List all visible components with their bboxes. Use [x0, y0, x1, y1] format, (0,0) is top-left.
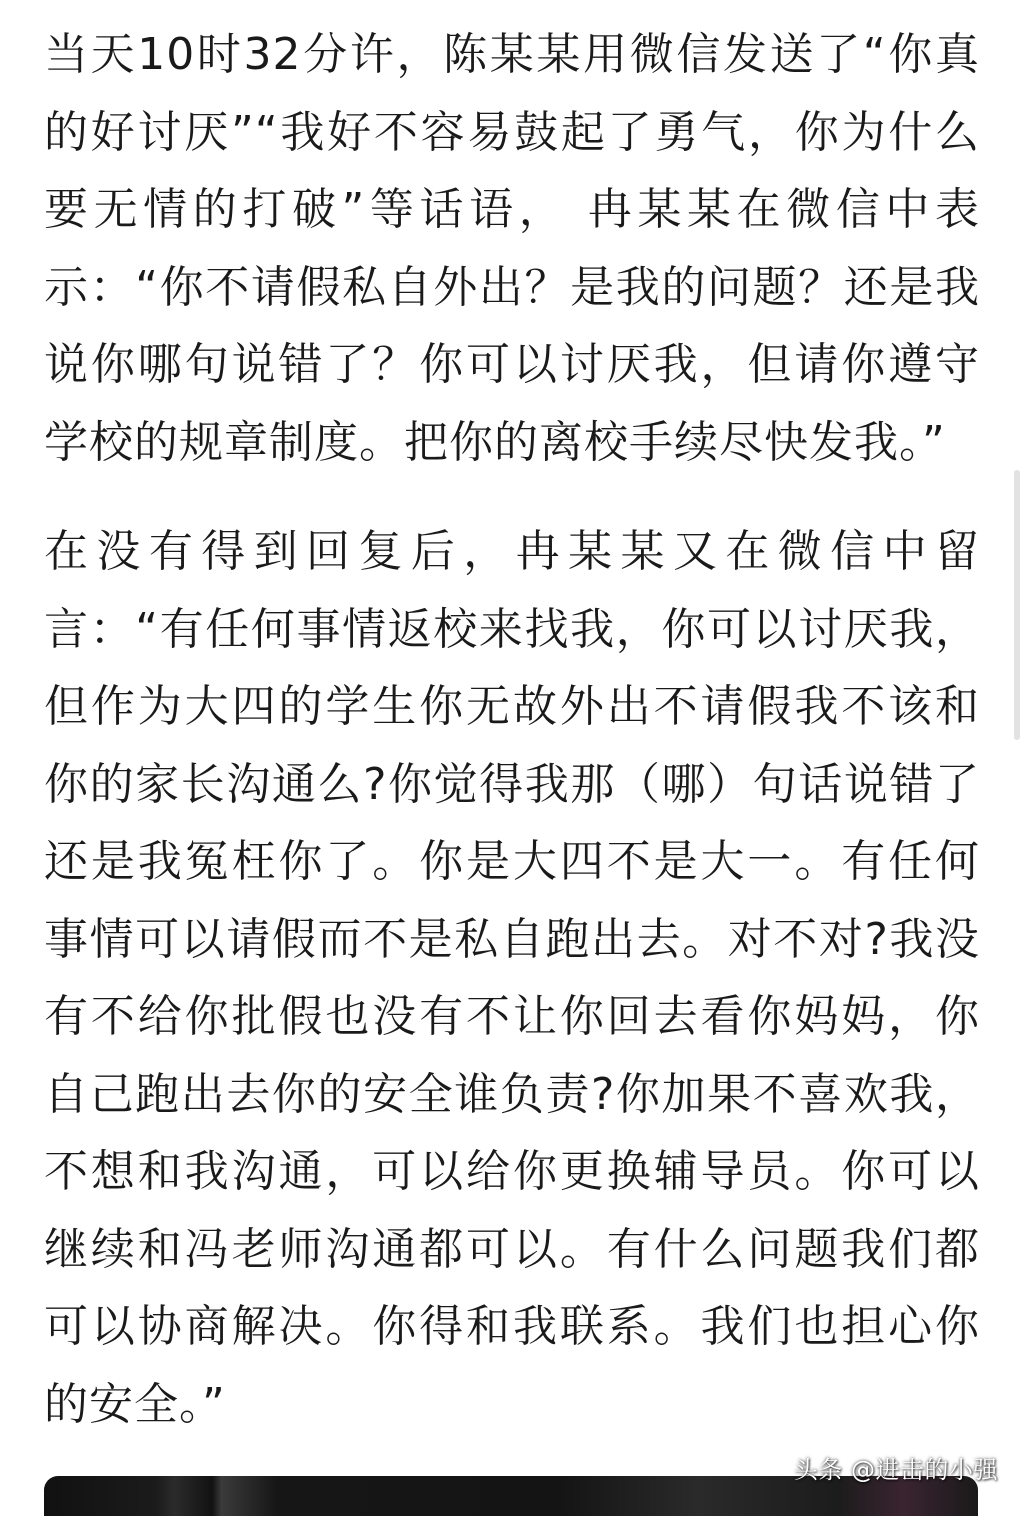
paragraph-1: 当天10时32分许，陈某某用微信发送了“你真的好讨厌”“我好不容易鼓起了勇气，你为什么要无情的打破”等话语， 冉某某在微信中表示：“你不请假私自外出？是我的问题？还是我说你哪句说错了？你可以讨厌我，但请你遵守学校的规章制度。把你的离校手续尽快发我。” [44, 29, 980, 468]
scrollbar-thumb[interactable] [1014, 470, 1020, 740]
article-body [44, 16, 980, 1443]
scrollbar[interactable] [1014, 470, 1020, 740]
paragraph-2: 在没有得到回复后，冉某某又在微信中留言：“有任何事情返校来找我，你可以讨厌我，但作为大四的学生你无故外出不请假我不该和你的家长沟通么?你觉得我那（哪）句话说错了还是我冤枉你了。你是大四不是大一。有任何事情可以请假而不是私自跑出去。对不对?我没有不给你批假也没有不让你回去看你妈妈，你自己跑出去你的安全谁负责?你加果不喜欢我，不想和我沟通，可以给你更换辅导员。你可以继续和冯老师沟通都可以。有什么问题我们都可以协商解决。你得和我联系。我们也担心你的安全。” [44, 526, 980, 1430]
watermark: 头条 @进击的小强 [793, 1456, 998, 1484]
